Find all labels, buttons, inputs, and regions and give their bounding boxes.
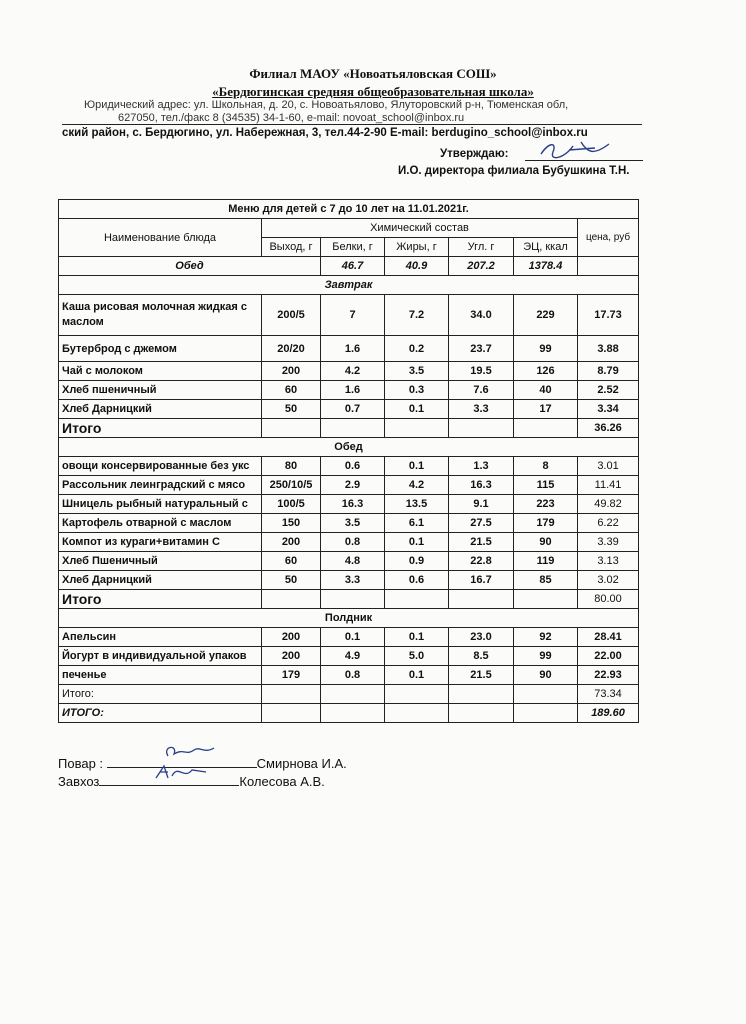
dish-yield: 200 [262, 628, 321, 647]
table-row [59, 628, 639, 647]
dish-carbs: 21.5 [449, 666, 514, 685]
dish-price: 3.02 [578, 571, 639, 590]
dish-carbs: 27.5 [449, 514, 514, 533]
cook-name: Смирнова И.А. [256, 756, 347, 771]
table-row [59, 457, 639, 476]
dish-name: Бутерброд с джемом [59, 336, 262, 362]
dish-carbs: 7.6 [449, 381, 514, 400]
dish-price: 3.34 [578, 400, 639, 419]
dish-fat: 3.5 [385, 362, 449, 381]
dish-price: 3.13 [578, 552, 639, 571]
table-row [59, 362, 639, 381]
director-signature [535, 138, 615, 162]
empty-cell [262, 704, 321, 723]
summary-row [59, 257, 639, 276]
dish-protein: 2.9 [321, 476, 385, 495]
org-name: Филиал МАОУ «Новоатьяловская СОШ» [249, 66, 497, 81]
grand-total-row [59, 704, 639, 723]
dish-yield: 60 [262, 552, 321, 571]
breakfast-section-header [59, 276, 639, 295]
dish-kcal: 99 [514, 336, 578, 362]
empty-cell [514, 685, 578, 704]
empty-cell [449, 419, 514, 438]
table-row [59, 552, 639, 571]
dish-fat: 13.5 [385, 495, 449, 514]
table-row [59, 336, 639, 362]
dish-yield: 20/20 [262, 336, 321, 362]
empty-cell [321, 590, 385, 609]
menu-title: Меню для детей с 7 до 10 лет на 11.01.2021г. [59, 200, 639, 219]
dish-kcal: 126 [514, 362, 578, 381]
empty-cell [385, 685, 449, 704]
dish-fat: 0.1 [385, 628, 449, 647]
lunch-section-title: Обед [59, 438, 639, 457]
empty-cell [321, 419, 385, 438]
dish-kcal: 119 [514, 552, 578, 571]
dish-fat: 0.1 [385, 533, 449, 552]
col-protein: Белки, г [321, 238, 385, 257]
dish-fat: 0.9 [385, 552, 449, 571]
lunch-total-row [59, 590, 639, 609]
dish-price: 22.93 [578, 666, 639, 685]
empty-cell [514, 590, 578, 609]
dish-yield: 200 [262, 647, 321, 666]
dish-yield: 50 [262, 400, 321, 419]
col-fat: Жиры, г [385, 238, 449, 257]
dish-name: Рассольник леинградский с мясо [59, 476, 262, 495]
dish-kcal: 92 [514, 628, 578, 647]
empty-cell [262, 419, 321, 438]
dish-kcal: 223 [514, 495, 578, 514]
col-price: цена, руб [578, 219, 639, 257]
dish-price: 17.73 [578, 295, 639, 336]
dish-name: овощи консервированные без укс [59, 457, 262, 476]
empty-cell [449, 590, 514, 609]
header-divider [62, 124, 642, 125]
contact-line: 627050, тел./факс 8 (34535) 34-1-60, e-mail: novoat_school@inbox.ru [118, 112, 465, 124]
dish-yield: 60 [262, 381, 321, 400]
table-row [59, 533, 639, 552]
dish-protein: 0.6 [321, 457, 385, 476]
breakfast-section-title: Завтрак [59, 276, 639, 295]
col-dish-name: Наименование блюда [59, 219, 262, 257]
col-yield: Выход, г [262, 238, 321, 257]
dish-carbs: 16.7 [449, 571, 514, 590]
manager-label: Завхоз [58, 774, 100, 789]
breakfast-total-label: Итого [59, 419, 262, 438]
empty-cell [449, 704, 514, 723]
dish-yield: 200/5 [262, 295, 321, 336]
table-row [59, 381, 639, 400]
dish-yield: 200 [262, 362, 321, 381]
dish-kcal: 99 [514, 647, 578, 666]
dish-name: Апельсин [59, 628, 262, 647]
dish-kcal: 115 [514, 476, 578, 495]
table-row [59, 295, 639, 336]
dish-name: Чай с молоком [59, 362, 262, 381]
empty-cell [514, 419, 578, 438]
empty-cell [449, 685, 514, 704]
table-row [59, 647, 639, 666]
dish-name: Шницель рыбный натуральный с [59, 495, 262, 514]
dish-yield: 150 [262, 514, 321, 533]
school-name: «Бердюгинская средняя общеобразовательная школа» [212, 84, 534, 99]
dish-protein: 7 [321, 295, 385, 336]
dish-price: 2.52 [578, 381, 639, 400]
lunch-total-label: Итого [59, 590, 262, 609]
dish-fat: 0.1 [385, 400, 449, 419]
col-carbs: Угл. г [449, 238, 514, 257]
dish-name: Картофель отварной с маслом [59, 514, 262, 533]
lunch-section-header [59, 438, 639, 457]
dish-protein: 3.3 [321, 571, 385, 590]
dish-price: 3.88 [578, 336, 639, 362]
dish-name: печенье [59, 666, 262, 685]
dish-kcal: 229 [514, 295, 578, 336]
dish-name: Каша рисовая молочная жидкая с маслом [59, 295, 262, 336]
dish-price: 3.39 [578, 533, 639, 552]
dish-name: Хлеб Дарницкий [59, 571, 262, 590]
dish-name: Йогурт в индивидуальной упаков [59, 647, 262, 666]
dish-kcal: 90 [514, 666, 578, 685]
dish-kcal: 90 [514, 533, 578, 552]
dish-name: Хлеб пшеничный [59, 381, 262, 400]
dish-protein: 4.2 [321, 362, 385, 381]
col-chemical-composition: Химический состав [262, 219, 578, 238]
dish-protein: 3.5 [321, 514, 385, 533]
dish-yield: 100/5 [262, 495, 321, 514]
dish-price: 8.79 [578, 362, 639, 381]
summary-fat: 40.9 [385, 257, 449, 276]
summary-label: Обед [59, 257, 321, 276]
dish-fat: 0.2 [385, 336, 449, 362]
empty-cell [385, 590, 449, 609]
dish-kcal: 8 [514, 457, 578, 476]
dish-carbs: 3.3 [449, 400, 514, 419]
snack-section-header [59, 609, 639, 628]
summary-protein: 46.7 [321, 257, 385, 276]
dish-yield: 50 [262, 571, 321, 590]
dish-fat: 7.2 [385, 295, 449, 336]
empty-cell [514, 704, 578, 723]
snack-total-row [59, 685, 639, 704]
approve-label: Утверждаю: [440, 148, 509, 160]
summary-carbs: 207.2 [449, 257, 514, 276]
table-row [59, 514, 639, 533]
dish-carbs: 1.3 [449, 457, 514, 476]
dish-kcal: 40 [514, 381, 578, 400]
cook-label: Повар : [58, 756, 104, 771]
table-row [59, 400, 639, 419]
summary-price [578, 257, 639, 276]
empty-cell [321, 704, 385, 723]
dish-price: 6.22 [578, 514, 639, 533]
dish-yield: 250/10/5 [262, 476, 321, 495]
dish-protein: 4.9 [321, 647, 385, 666]
table-row [59, 666, 639, 685]
dish-yield: 200 [262, 533, 321, 552]
dish-kcal: 85 [514, 571, 578, 590]
dish-price: 28.41 [578, 628, 639, 647]
dish-fat: 4.2 [385, 476, 449, 495]
dish-carbs: 34.0 [449, 295, 514, 336]
col-kcal: ЭЦ, ккал [514, 238, 578, 257]
dish-name: Компот из кураги+витамин С [59, 533, 262, 552]
dish-carbs: 16.3 [449, 476, 514, 495]
dish-protein: 0.8 [321, 666, 385, 685]
dish-fat: 0.1 [385, 457, 449, 476]
menu-table [58, 199, 639, 723]
table-row [59, 476, 639, 495]
empty-cell [385, 704, 449, 723]
dish-protein: 16.3 [321, 495, 385, 514]
dish-carbs: 9.1 [449, 495, 514, 514]
dish-protein: 1.6 [321, 336, 385, 362]
branch-address: ский район, с. Бердюгино, ул. Набережная, 3, тел.44-2-90 E-mail: berdugino_school@inbox.ru [62, 127, 588, 139]
table-row [59, 571, 639, 590]
dish-name: Хлеб Пшеничный [59, 552, 262, 571]
dish-protein: 4.8 [321, 552, 385, 571]
dish-price: 11.41 [578, 476, 639, 495]
dish-fat: 0.6 [385, 571, 449, 590]
manager-signature [150, 762, 210, 784]
dish-carbs: 23.7 [449, 336, 514, 362]
dish-protein: 0.1 [321, 628, 385, 647]
director-name: И.О. директора филиала Бубушкина Т.Н. [398, 165, 630, 177]
snack-section-title: Полдник [59, 609, 639, 628]
dish-carbs: 19.5 [449, 362, 514, 381]
empty-cell [262, 590, 321, 609]
dish-protein: 1.6 [321, 381, 385, 400]
dish-kcal: 179 [514, 514, 578, 533]
dish-fat: 5.0 [385, 647, 449, 666]
dish-fat: 6.1 [385, 514, 449, 533]
dish-name: Хлеб Дарницкий [59, 400, 262, 419]
dish-fat: 0.3 [385, 381, 449, 400]
dish-price: 3.01 [578, 457, 639, 476]
table-row [59, 495, 639, 514]
dish-carbs: 22.8 [449, 552, 514, 571]
empty-cell [262, 685, 321, 704]
dish-carbs: 23.0 [449, 628, 514, 647]
legal-address: Юридический адрес: ул. Школьная, д. 20, с. Новоатьялово, Ялуторовский р-н, Тюменская обл, [84, 99, 569, 111]
dish-price: 49.82 [578, 495, 639, 514]
dish-kcal: 17 [514, 400, 578, 419]
empty-cell [385, 419, 449, 438]
breakfast-total-row [59, 419, 639, 438]
dish-yield: 179 [262, 666, 321, 685]
snack-total-price: 73.34 [578, 685, 639, 704]
grand-total-label: ИТОГО: [59, 704, 262, 723]
manager-name: Колесова А.В. [239, 774, 325, 789]
empty-cell [321, 685, 385, 704]
dish-yield: 80 [262, 457, 321, 476]
grand-total-price: 189.60 [578, 704, 639, 723]
dish-protein: 0.7 [321, 400, 385, 419]
lunch-total-price: 80.00 [578, 590, 639, 609]
breakfast-total-price: 36.26 [578, 419, 639, 438]
dish-protein: 0.8 [321, 533, 385, 552]
cook-signature [160, 742, 220, 764]
summary-kcal: 1378.4 [514, 257, 578, 276]
dish-fat: 0.1 [385, 666, 449, 685]
dish-carbs: 21.5 [449, 533, 514, 552]
dish-price: 22.00 [578, 647, 639, 666]
dish-carbs: 8.5 [449, 647, 514, 666]
snack-total-label: Итого: [59, 685, 262, 704]
